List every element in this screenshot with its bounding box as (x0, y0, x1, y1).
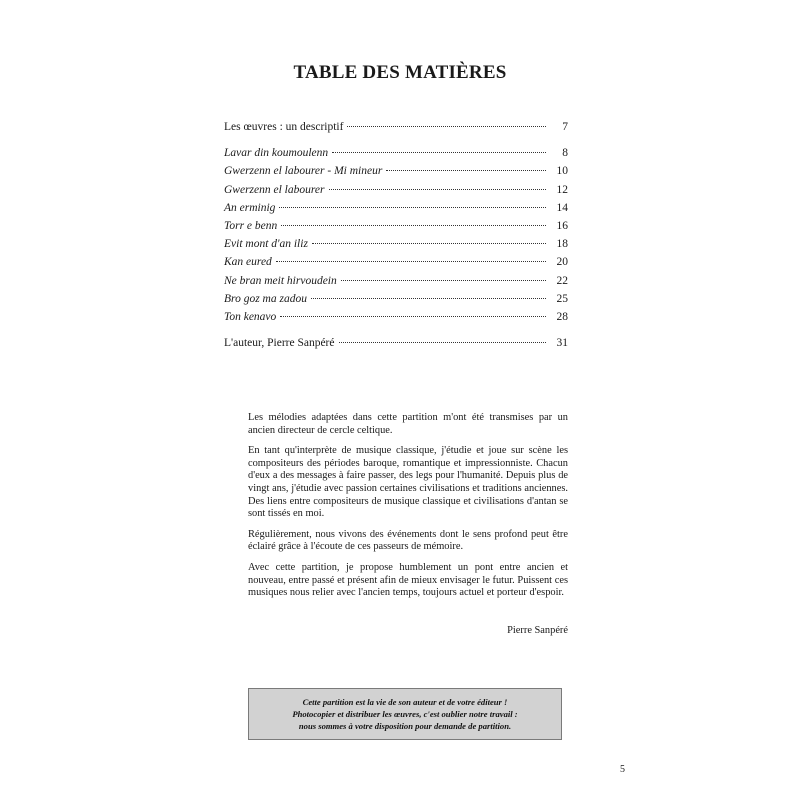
toc-entry (224, 237, 568, 255)
toc-entry (224, 146, 568, 164)
toc-entry-label: Ne bran meit hirvoudein (224, 274, 337, 287)
toc-entry (224, 292, 568, 310)
toc-entry-page: 22 (556, 274, 568, 287)
toc-entry-page: 28 (556, 310, 568, 323)
preface-paragraph: Les mélodies adaptées dans cette partition m'ont été transmises par un ancien directeur de cercle celtique. (248, 412, 568, 436)
toc-leader-dots (312, 243, 546, 244)
toc-entry (224, 164, 568, 182)
toc-entry (224, 183, 568, 201)
toc-entry-page: 20 (556, 256, 568, 269)
toc-entry-label: Les œuvres : un descriptif (224, 121, 344, 133)
table-of-contents (224, 120, 568, 354)
preface-paragraph: Avec cette partition, je propose humblement un pont entre ancien et nouveau, entre passé et présent afin de mieux envisager le futur. Puissent ces musiques nous relier avec l'ancien temps, toujours actuel et porteur d'espoir. (248, 561, 568, 599)
author-signature: Pierre Sanpéré (507, 625, 568, 636)
toc-entry (224, 255, 568, 273)
toc-leader-dots (339, 342, 547, 343)
toc-entry-page: 18 (556, 238, 568, 251)
toc-entry-page: 8 (562, 147, 568, 160)
toc-entry-label: L'auteur, Pierre Sanpéré (224, 337, 335, 350)
preface-paragraph: En tant qu'interprète de musique classique, j'étudie et joue sur scène les compositeurs des périodes baroque, romantique et impressionniste. Chacun d'eux a des messages à faire passer, des legs pour l'humanité. Depuis plus de vingt ans, j'étudie avec passion certaines civilisations et traditions anciennes. Des liens entre compositeurs de musique classique et civilisations d'antan se sont tissés en moi. (248, 445, 568, 520)
toc-leader-dots (347, 126, 546, 127)
toc-leader-dots (280, 316, 546, 317)
toc-entry-label: Ton kenavo (224, 310, 277, 323)
toc-leader-dots (276, 261, 546, 262)
toc-entry-page: 16 (556, 219, 568, 232)
toc-entry-page: 10 (556, 165, 568, 178)
toc-entry (224, 336, 568, 354)
toc-entry-page: 25 (556, 292, 568, 305)
preface-paragraph: Régulièrement, nous vivons des événements dont le sens profond peut être éclairé grâce à l'écoute de ces passeurs de mémoire. (248, 528, 568, 553)
toc-entry-label: Bro goz ma zadou (224, 292, 307, 305)
toc-entry-label: Lavar din koumoulenn (224, 147, 329, 160)
toc-leader-dots (329, 189, 546, 190)
toc-entry-label: Gwerzenn el labourer - Mi mineur (224, 165, 383, 178)
copyright-notice-box (248, 688, 562, 740)
toc-entry (224, 310, 568, 328)
toc-leader-dots (311, 298, 546, 299)
toc-entry-label: Evit mont d'an iliz (224, 238, 308, 251)
toc-entry (224, 274, 568, 292)
page-number: 5 (620, 764, 625, 775)
page-title: TABLE DES MATIÈRES (293, 62, 507, 83)
notice-line: Cette partition est la vie de son auteur et de votre éditeur ! (302, 697, 508, 707)
toc-entry-label: Torr e benn (224, 219, 278, 232)
toc-entry-label: An erminig (224, 201, 276, 214)
toc-entry (224, 120, 568, 138)
preface-text (248, 412, 568, 608)
notice-line: nous sommes à votre disposition pour demande de partition. (298, 721, 512, 731)
toc-leader-dots (341, 280, 546, 281)
toc-entry-label: Kan eured (224, 256, 272, 269)
notice-line: Photocopier et distribuer les œuvres, c'est oublier notre travail : (292, 709, 518, 719)
toc-entry-page: 14 (556, 201, 568, 214)
toc-entry-page: 12 (556, 183, 568, 196)
toc-leader-dots (279, 207, 546, 208)
toc-leader-dots (332, 152, 546, 153)
toc-entry (224, 201, 568, 219)
toc-leader-dots (281, 225, 546, 226)
toc-entry (224, 219, 568, 237)
toc-entry-page: 31 (556, 337, 568, 350)
toc-entry-page: 7 (562, 121, 568, 133)
toc-entry-label: Gwerzenn el labourer (224, 183, 325, 196)
toc-leader-dots (386, 170, 546, 171)
